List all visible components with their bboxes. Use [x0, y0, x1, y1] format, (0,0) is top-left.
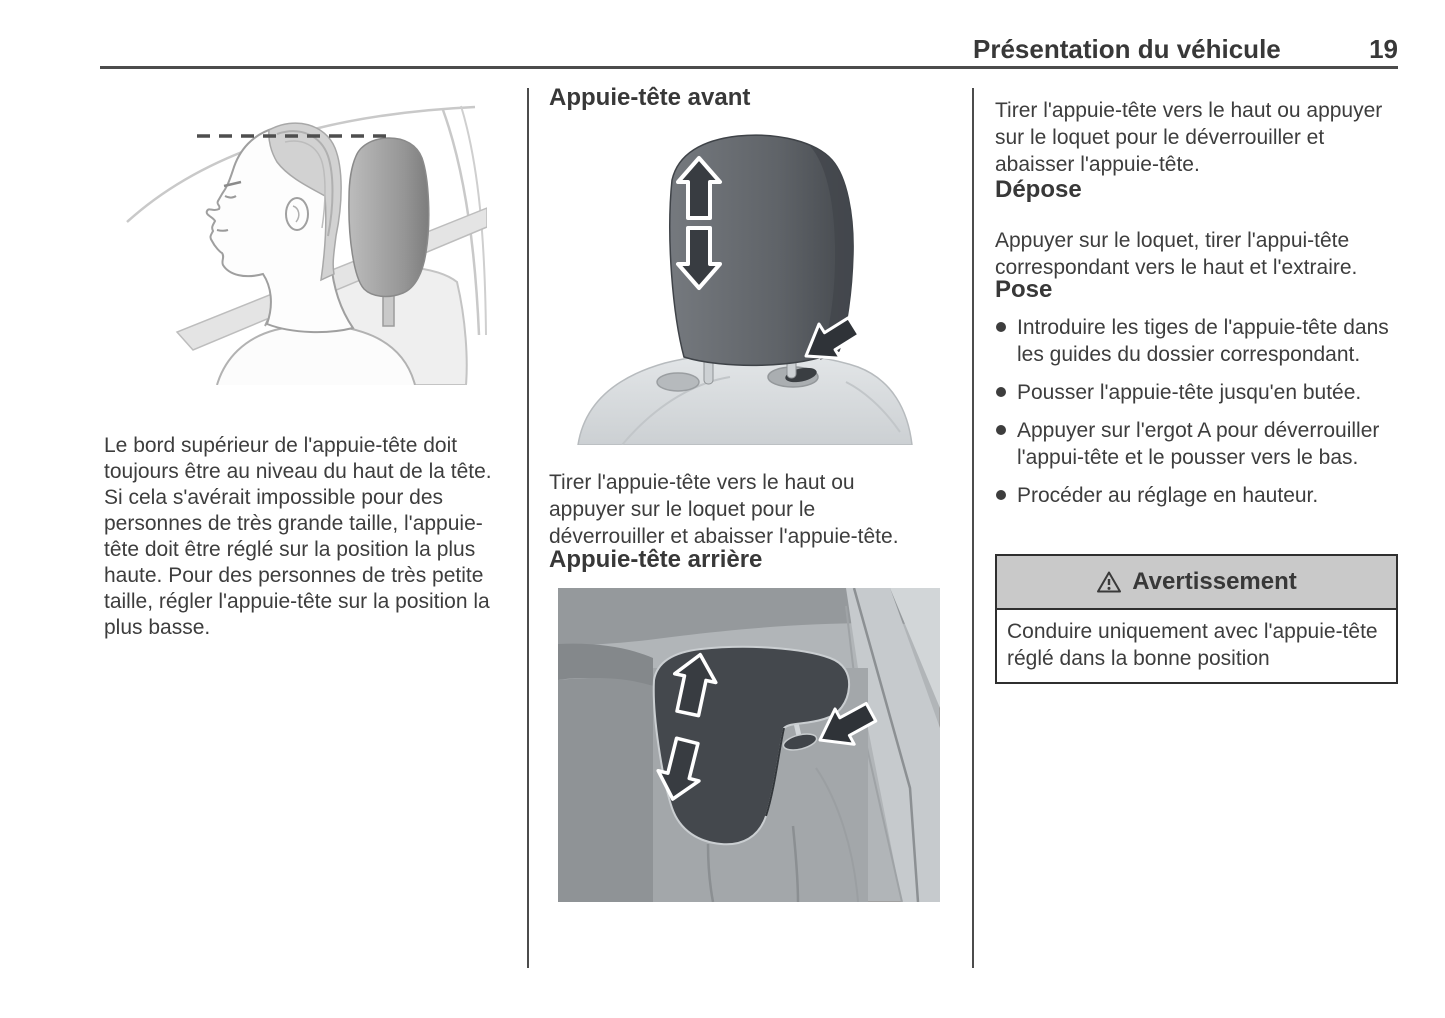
list-item [995, 482, 1397, 509]
post-grommet-left [657, 373, 699, 391]
warning-title: Avertissement [1132, 568, 1297, 595]
bullet-text: Procéder au réglage en hauteur. [1017, 484, 1319, 507]
headrest-position-illustration [125, 90, 487, 385]
bullet-icon [996, 387, 1006, 397]
pose-heading: Pose [995, 276, 1053, 303]
seat-top [578, 353, 912, 445]
bullet-text: Pousser l'appuie-tête jusqu'en butée. [1017, 381, 1362, 404]
middle-paragraph: Tirer l'appuie-tête vers le haut ou appuyer sur le loquet pour le déverrouiller et abaisser l'appuie-tête. [549, 471, 899, 548]
header-rule [100, 66, 1398, 69]
chapter-title: Présentation du véhicule [973, 34, 1281, 64]
rear-headrest-illustration [558, 588, 940, 902]
rear-headrest-heading: Appuie-tête arrière [549, 546, 763, 573]
list-item [995, 417, 1397, 471]
front-headrest-illustration [560, 120, 945, 445]
bullet-icon [996, 425, 1006, 435]
warning-header [997, 556, 1396, 610]
pose-steps-list [995, 314, 1397, 520]
list-item [995, 379, 1397, 406]
warning-body: Conduire uniquement avec l'appuie-tête réglé dans la bonne position [1007, 620, 1378, 670]
front-headrest-heading: Appuie-tête avant [549, 84, 751, 111]
column-divider-right [972, 88, 974, 968]
warning-box [995, 554, 1398, 684]
column-divider-left [527, 88, 529, 968]
left-paragraph: Le bord supérieur de l'appuie-tête doit toujours être au niveau du haut de la tête. Si cela s'avérait impossible pour des personnes de très grande taille, l'appuie-tête doit être réglé sur la position la plus haute. Pour des personnes de très petite taille, régler l'appuie-tête sur la position la plus basse. [104, 434, 492, 639]
page-number: 19 [1369, 34, 1398, 64]
depose-paragraph: Appuyer sur le loquet, tirer l'appui-tête correspondant vers le haut et l'extraire. [995, 229, 1358, 279]
page-header [973, 34, 1398, 65]
bullet-text: Introduire les tiges de l'appuie-tête dans les guides du dossier correspondant. [1017, 316, 1389, 366]
right-intro-paragraph: Tirer l'appuie-tête vers le haut ou appuyer sur le loquet pour le déverrouiller et abaisser l'appuie-tête. [995, 99, 1383, 176]
list-item [995, 314, 1397, 368]
rear-seat-left [558, 678, 658, 902]
bullet-icon [996, 322, 1006, 332]
headrest-shape [349, 138, 429, 296]
bullet-text: Appuyer sur l'ergot A pour déverrouiller l'appui-tête et le pousser vers le bas. [1017, 419, 1380, 469]
depose-heading: Dépose [995, 176, 1082, 203]
warning-icon [1096, 570, 1122, 594]
ear [286, 198, 308, 230]
bullet-icon [996, 490, 1006, 500]
